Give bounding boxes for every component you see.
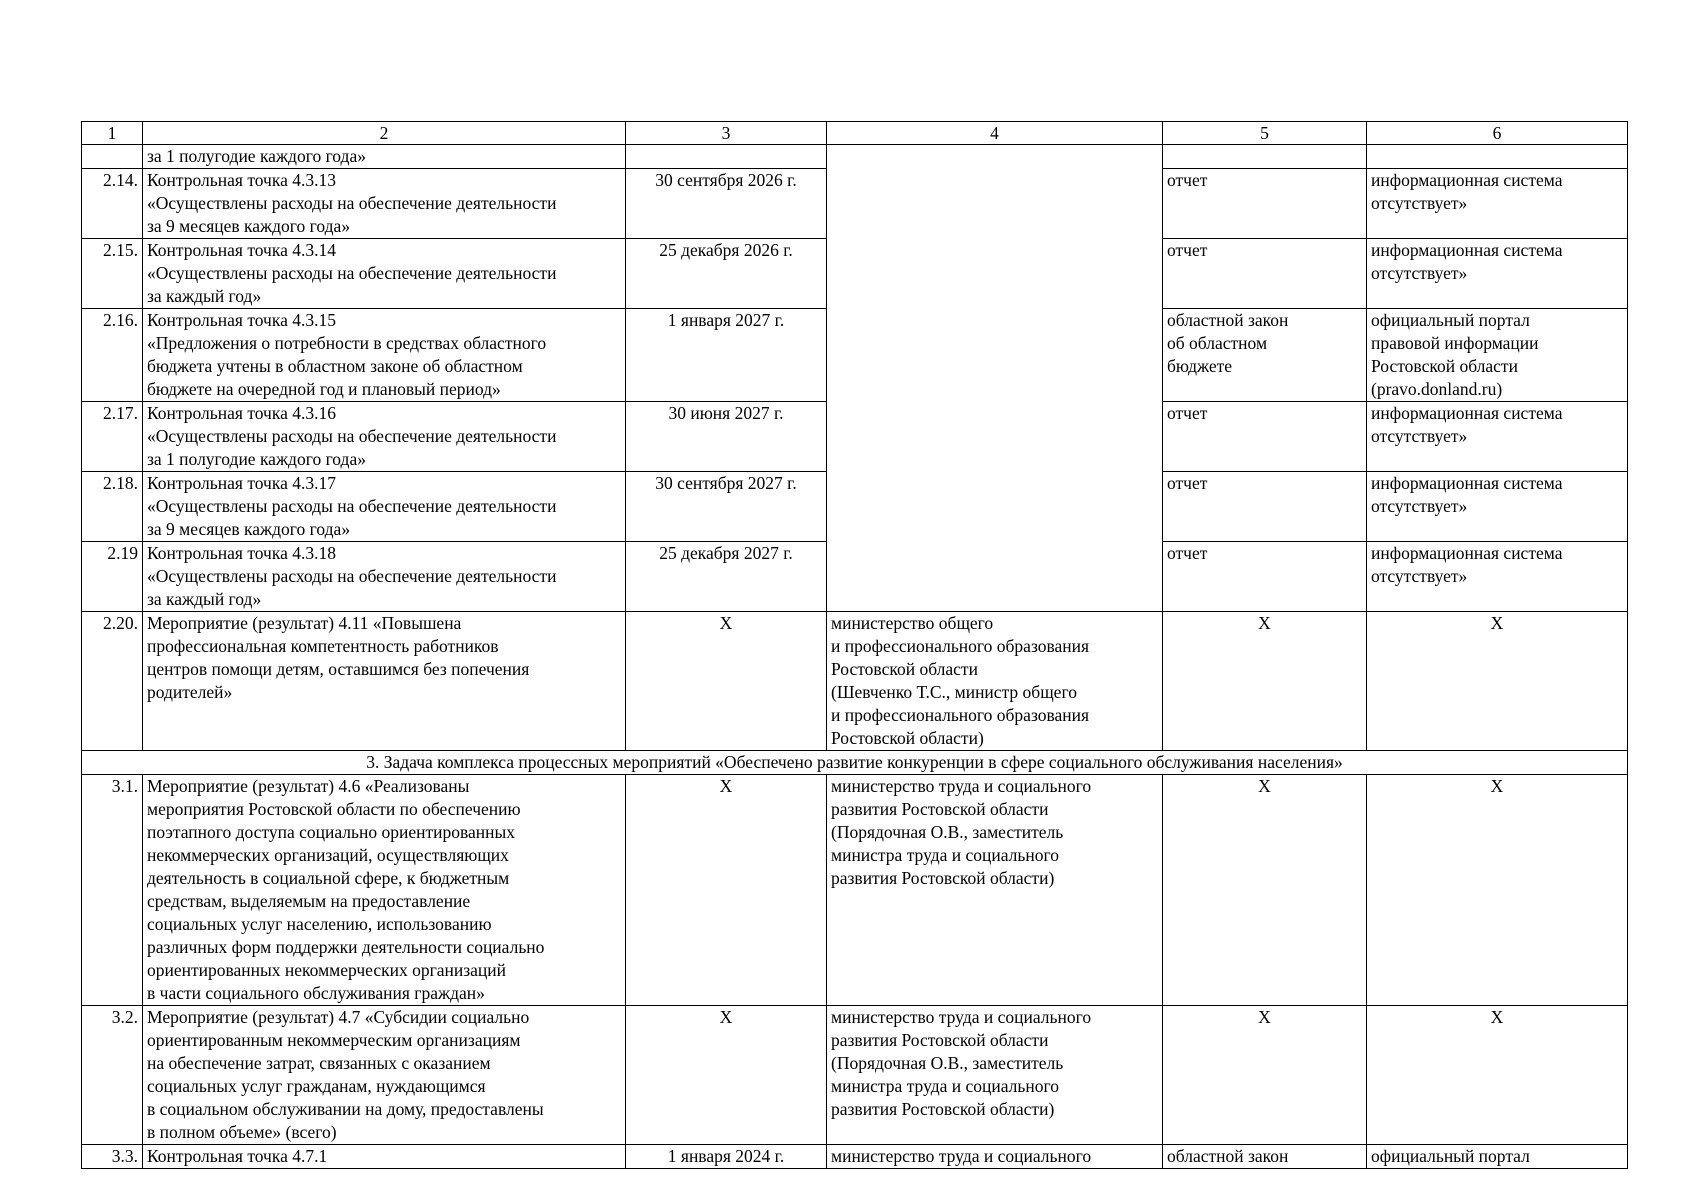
column-number-4: 4 <box>827 122 1163 145</box>
row-document: отчет <box>1163 472 1367 542</box>
row-responsible: министерство труда и социального развития Ростовской области (Порядочная О.В., заместитель министра труда и социального развития Ростовской области) <box>827 775 1163 1006</box>
row-date: 30 сентября 2027 г. <box>626 472 827 542</box>
row-date: 1 января 2027 г. <box>626 309 827 402</box>
row-number: 2.15. <box>82 239 143 309</box>
row-document <box>1163 145 1367 169</box>
row-document: Х <box>1163 775 1367 1006</box>
row-document: областной закон <box>1163 1145 1367 1169</box>
table-row <box>82 145 1628 169</box>
row-system: информационная система отсутствует» <box>1367 472 1628 542</box>
row-date: Х <box>626 1006 827 1145</box>
table-row <box>82 1006 1628 1145</box>
row-name: Мероприятие (результат) 4.11 «Повышена профессиональная компетентность работников центров помощи детям, оставшимся без попечения родителей» <box>143 612 626 751</box>
row-number: 3.1. <box>82 775 143 1006</box>
row-system: официальный портал <box>1367 1145 1628 1169</box>
row-number: 2.18. <box>82 472 143 542</box>
row-name: Контрольная точка 4.3.17 «Осуществлены расходы на обеспечение деятельности за 9 месяцев каждого года» <box>143 472 626 542</box>
row-document: Х <box>1163 1006 1367 1145</box>
row-date: Х <box>626 612 827 751</box>
row-system: информационная система отсутствует» <box>1367 169 1628 239</box>
column-number-3: 3 <box>626 122 827 145</box>
table-row <box>82 612 1628 751</box>
responsible-merged-cell <box>827 145 1163 612</box>
row-name: Контрольная точка 4.3.18 «Осуществлены расходы на обеспечение деятельности за каждый год» <box>143 542 626 612</box>
table-header-row <box>82 122 1628 145</box>
control-points-table <box>81 121 1628 1169</box>
column-number-5: 5 <box>1163 122 1367 145</box>
row-name: Контрольная точка 4.7.1 <box>143 1145 626 1169</box>
row-system: Х <box>1367 612 1628 751</box>
row-name: Мероприятие (результат) 4.6 «Реализованы мероприятия Ростовской области по обеспечению поэтапного доступа социально ориентированных некоммерческих организаций, осуществляющих деятельность в социальной сфере, к бюджетным средствам, выделяемым на предоставление социальных услуг населению, использованию различных форм поддержки деятельности социально ориентированных некоммерческих организаций в части социального обслуживания граждан» <box>143 775 626 1006</box>
row-date: 30 сентября 2026 г. <box>626 169 827 239</box>
row-document: отчет <box>1163 169 1367 239</box>
row-number: 2.19 <box>82 542 143 612</box>
table-row <box>82 1145 1628 1169</box>
row-document: областной закон об областном бюджете <box>1163 309 1367 402</box>
column-number-2: 2 <box>143 122 626 145</box>
section-row <box>82 751 1628 775</box>
row-system: информационная система отсутствует» <box>1367 542 1628 612</box>
row-responsible: министерство труда и социального <box>827 1145 1163 1169</box>
row-system: официальный портал правовой информации Ростовской области (pravo.donland.ru) <box>1367 309 1628 402</box>
row-system: Х <box>1367 775 1628 1006</box>
row-number: 2.20. <box>82 612 143 751</box>
row-number: 2.16. <box>82 309 143 402</box>
row-name: Контрольная точка 4.3.14 «Осуществлены расходы на обеспечение деятельности за каждый год» <box>143 239 626 309</box>
column-number-1: 1 <box>82 122 143 145</box>
row-date: 25 декабря 2026 г. <box>626 239 827 309</box>
row-date: 25 декабря 2027 г. <box>626 542 827 612</box>
table-row <box>82 775 1628 1006</box>
row-system <box>1367 145 1628 169</box>
row-number <box>82 145 143 169</box>
row-document: отчет <box>1163 402 1367 472</box>
row-document: отчет <box>1163 542 1367 612</box>
row-responsible: министерство общего и профессионального образования Ростовской области (Шевченко Т.С., министр общего и профессионального образования Ростовской области) <box>827 612 1163 751</box>
row-date: 30 июня 2027 г. <box>626 402 827 472</box>
row-name: за 1 полугодие каждого года» <box>143 145 626 169</box>
row-date: 1 января 2024 г. <box>626 1145 827 1169</box>
row-document: Х <box>1163 612 1367 751</box>
row-date: Х <box>626 775 827 1006</box>
row-system: Х <box>1367 1006 1628 1145</box>
row-number: 2.14. <box>82 169 143 239</box>
row-number: 3.3. <box>82 1145 143 1169</box>
row-name: Контрольная точка 4.3.13 «Осуществлены расходы на обеспечение деятельности за 9 месяцев каждого года» <box>143 169 626 239</box>
row-system: информационная система отсутствует» <box>1367 239 1628 309</box>
row-date <box>626 145 827 169</box>
row-number: 3.2. <box>82 1006 143 1145</box>
row-document: отчет <box>1163 239 1367 309</box>
row-name: Контрольная точка 4.3.16 «Осуществлены расходы на обеспечение деятельности за 1 полугодие каждого года» <box>143 402 626 472</box>
row-name: Мероприятие (результат) 4.7 «Субсидии социально ориентированным некоммерческим организациям на обеспечение затрат, связанных с оказанием социальных услуг гражданам, нуждающимся в социальном обслуживании на дому, предоставлены в полном объеме» (всего) <box>143 1006 626 1145</box>
column-number-6: 6 <box>1367 122 1628 145</box>
section-title: 3. Задача комплекса процессных мероприятий «Обеспечено развитие конкуренции в сфере социального обслуживания населения» <box>82 751 1628 775</box>
row-responsible: министерство труда и социального развития Ростовской области (Порядочная О.В., заместитель министра труда и социального развития Ростовской области) <box>827 1006 1163 1145</box>
row-system: информационная система отсутствует» <box>1367 402 1628 472</box>
row-name: Контрольная точка 4.3.15 «Предложения о потребности в средствах областного бюджета учтены в областном законе об областном бюджете на очередной год и плановый период» <box>143 309 626 402</box>
row-number: 2.17. <box>82 402 143 472</box>
